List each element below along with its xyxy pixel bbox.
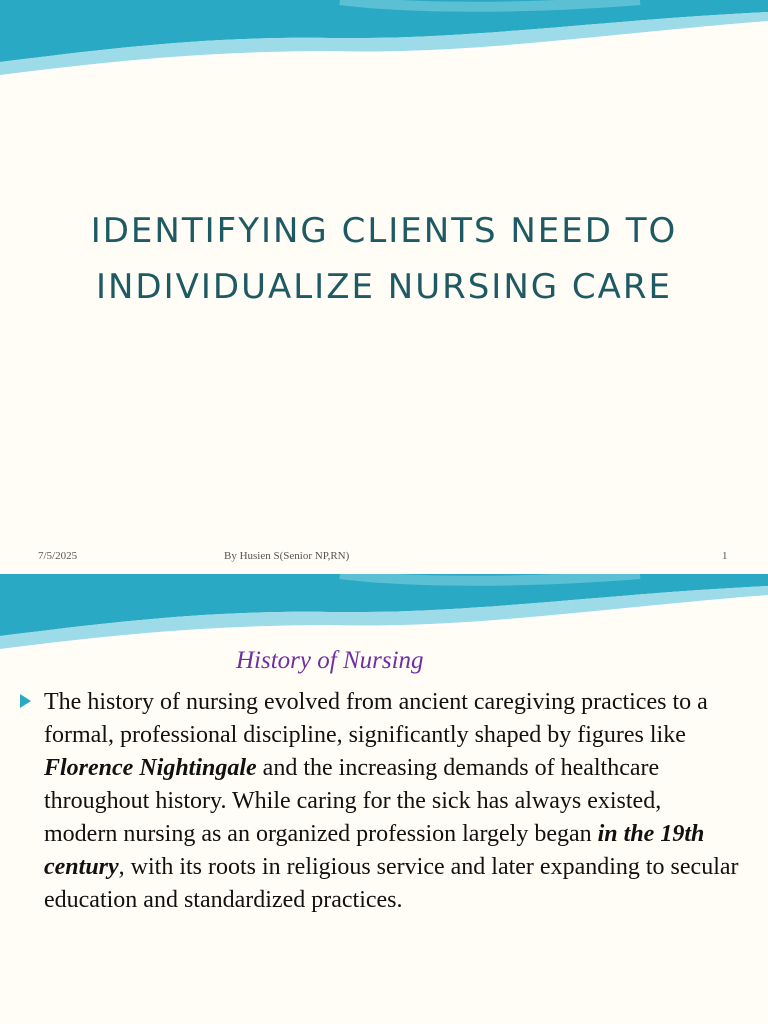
title-line-1: IDENTIFYING CLIENTS NEED TO <box>90 210 678 251</box>
bullet-paragraph <box>44 686 740 917</box>
footer-author: By Husien S(Senior NP,RN) <box>224 550 350 562</box>
title-line-2: INDIVIDUALIZE NURSING CARE <box>95 266 673 307</box>
para-text-2: and the increasing demands of healthcare throughout history. While caring for the sick has always existed, modern nursing as an organized profession largely began <box>44 755 662 847</box>
slide-title <box>20 203 748 315</box>
footer-date: 7/5/2025 <box>38 550 78 562</box>
wave-decoration <box>0 0 768 100</box>
emphasis-florence: Florence Nightingale <box>44 755 257 781</box>
para-text-3: , with its roots in religious service and later expanding to secular education and standardized practices. <box>44 854 739 913</box>
bullet-item <box>20 686 740 917</box>
footer-page-number: 1 <box>722 550 728 562</box>
arrow-bullet-icon <box>20 694 31 708</box>
para-text-1: The history of nursing evolved from ancient caregiving practices to a formal, professional discipline, significantly shaped by figures like <box>44 689 708 748</box>
slide-2 <box>0 574 768 1024</box>
emphasis-19th-century: in the 19th century <box>44 821 705 880</box>
slide-heading: History of Nursing <box>236 647 424 674</box>
